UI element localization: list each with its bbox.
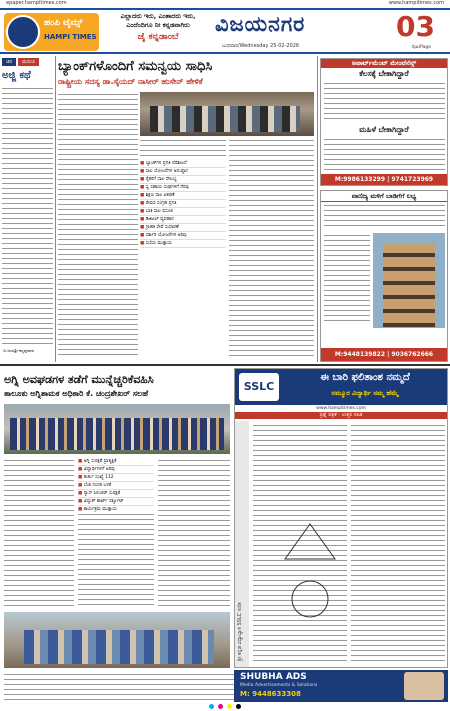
list-item: ■ ಕಾರ್ಯಕ್ರಮ ಮುಕ್ತಾಯ bbox=[78, 506, 154, 514]
color-dot bbox=[236, 704, 241, 709]
list-item: ■ ಶಿಕ್ಷಣ ಸಾಲ ವಿತರಣೆ bbox=[140, 192, 226, 200]
rent-ad bbox=[320, 190, 448, 362]
fire-safety-photo bbox=[4, 404, 230, 454]
masthead bbox=[0, 8, 450, 54]
story2-subheadline: ತಾಲೂಕು ಅಗ್ನಿಶಾಮಕ ಅಧಿಕಾರಿ ಕೆ. ಚಂದ್ರಶೇಖರ್ ಸಲಹೆ bbox=[4, 389, 149, 398]
bottom-ad-sub: Media Advertisements & Solutions bbox=[240, 683, 318, 688]
top-bar bbox=[0, 0, 450, 7]
circle-diagram bbox=[292, 581, 328, 617]
photo-demo-scene bbox=[24, 630, 214, 664]
list-item: ■ ಠೇವಣಿ ಸಂಗ್ರಹ ಪ್ರಗತಿ bbox=[140, 200, 226, 208]
city-name: ವಿಜಯನಗರ bbox=[215, 12, 306, 36]
fire-demo-photo bbox=[4, 612, 230, 668]
job-ad-heading-2: ಕೆಲಸಕ್ಕೆ ಬೇಕಾಗಿದ್ದಾರೆ bbox=[359, 69, 409, 78]
left-column bbox=[2, 58, 53, 360]
job-ad-phone[interactable]: M:9986133299 | 9741723969 bbox=[321, 174, 447, 185]
list-item: ■ ರೈತರಿಗೆ ಸಾಲ ಸೌಲಭ್ಯ bbox=[140, 176, 226, 184]
sslc-subtitle: ನಮ್ಮೂರ ವಿದ್ಯಾರ್ಥಿ ನಮ್ಮ ಹೆಮ್ಮೆ bbox=[331, 389, 399, 397]
meeting-photo bbox=[140, 92, 314, 136]
main-subheadline: ರಾಷ್ಟ್ರೀಯ ಸದಸ್ಯ ಡಾ.ಸೈಯದ್ ನಾಸೀರ್ ಹುಸೇನ್ ಹೇಳಿಕೆ bbox=[58, 77, 203, 86]
rent-ad-title: ವಾಣಿಜ್ಯ ಮಳಿಗೆ ಬಾಡಿಗೆಗೆ ಲಭ್ಯ bbox=[321, 191, 447, 202]
sslc-badge: SSLC bbox=[239, 373, 279, 401]
color-dot bbox=[209, 704, 214, 709]
story2-col2-text bbox=[78, 512, 154, 608]
building-icon bbox=[383, 243, 435, 328]
logo bbox=[4, 13, 99, 51]
job-ad-text-2 bbox=[324, 137, 445, 171]
sslc-panel bbox=[234, 368, 448, 668]
bottom-ad-name: SHUBHA ADS bbox=[240, 672, 307, 682]
job-ad-subheading: ಮಹಿಳೆ ಬೇಕಾಗಿದ್ದಾರೆ bbox=[359, 125, 409, 134]
tagline-line3: ಜೈ ಕನ್ನಡಾಂಬೆ bbox=[137, 32, 179, 42]
logo-title-en: HAMPI TIMES bbox=[44, 33, 97, 41]
bottom-ad bbox=[234, 670, 448, 702]
photo-people-group bbox=[150, 106, 300, 132]
list-item: ■ ಅಗ್ನಿ ಸುರಕ್ಷತೆ ಪ್ರಾತ್ಯಕ್ಷಿಕೆ bbox=[78, 458, 154, 466]
registration-marks bbox=[0, 704, 450, 711]
list-item: ■ ಬೆಂಕಿ ನಂದಕ ಬಳಕೆ bbox=[78, 482, 154, 490]
list-item: ■ ಡಿಜಿಟಲ್ ವ್ಯವಹಾರ bbox=[140, 216, 226, 224]
sslc-title: ಈ ಬಾರಿ ಫಲಿತಾಂಶ ನಮ್ಮದೆ bbox=[320, 372, 410, 383]
bottom-ad-photo bbox=[404, 672, 444, 700]
job-ad-heading-1: ಅಪಾರ್ಟ್‌ಮೆಂಟ್ ಮೇಂಟೆನೆನ್ಸ್ bbox=[321, 59, 447, 68]
left-body-text bbox=[2, 86, 53, 344]
rent-ad-phone[interactable]: M:9448139822 | 9036762666 bbox=[321, 348, 447, 361]
list-item: ■ ಸ್ವ ಸಹಾಯ ಸಂಘಗಳಿಗೆ ನೆರವು bbox=[140, 184, 226, 192]
sslc-side-band bbox=[235, 421, 249, 667]
story2-col1-text bbox=[4, 458, 74, 608]
color-dot bbox=[227, 704, 232, 709]
bottom-ad-phone[interactable]: M: 9448633308 bbox=[240, 690, 301, 698]
story2-headline: ಅಗ್ನಿ ಅವಘಡಗಳ ತಡೆಗೆ ಮುನ್ನೆಚ್ಚರಿಕೆವಹಿಸಿ bbox=[4, 373, 154, 386]
main-bullet-list bbox=[140, 160, 226, 248]
main-col3-text bbox=[229, 138, 314, 358]
logo-title: ಹಂಪಿ ಟೈಮ್ಸ್ bbox=[44, 18, 83, 28]
building-photo bbox=[373, 233, 445, 328]
left-tab-2: ಮನುಚ bbox=[18, 58, 39, 66]
list-item: ■ ಬಾಕಿ ಸಾಲ ವಸೂಲಿ bbox=[140, 208, 226, 216]
left-title: ಅಜ್ಜಿ ಕಥೆ bbox=[2, 70, 31, 81]
tagline bbox=[104, 12, 212, 44]
photo-students-group bbox=[10, 418, 224, 450]
list-item: ■ ವಿದ್ಯಾರ್ಥಿಗಳಿಗೆ ಅರಿವು bbox=[78, 466, 154, 474]
sslc-diagrams bbox=[275, 519, 345, 629]
list-item: ■ ಸಭೆಯ ಮುಕ್ತಾಯ bbox=[140, 240, 226, 248]
tagline-line1: ಎಲ್ಲಾದರು ಇರು, ಎಂತಾದರು ಇರು, bbox=[120, 12, 196, 20]
main-col2-text-top bbox=[140, 138, 226, 158]
top-left-url[interactable]: epaper.hampitimes.com bbox=[6, 0, 67, 6]
list-item: ■ ಗ್ರಾಹಕ ಸೇವೆ ಸುಧಾರಣೆ bbox=[140, 224, 226, 232]
story2-col3-text bbox=[158, 458, 230, 608]
sslc-header bbox=[235, 369, 447, 405]
logo-emblem-icon bbox=[6, 15, 40, 49]
list-item: ■ ಸಾಲ ಯೋಜನೆಗಳ ಅನುಷ್ಠಾನ bbox=[140, 168, 226, 176]
tagline-line2: ಎಂದೆಂದಿಗೂ ನೀ ಕನ್ನಡವಾಗಿರು bbox=[126, 21, 190, 29]
list-item: ■ ತುರ್ತು ಸಂಖ್ಯೆ 112 bbox=[78, 474, 154, 482]
main-col1-text bbox=[58, 92, 138, 358]
triangle-diagram bbox=[285, 524, 335, 559]
list-item: ■ ಗ್ಯಾಸ್ ಸಿಲಿಂಡರ್ ಸುರಕ್ಷತೆ bbox=[78, 490, 154, 498]
sslc-strip: ಪ್ರಶ್ನೆ ಪತ್ರಿಕೆ - ಉತ್ತರ ಸಹಿತ bbox=[235, 412, 447, 419]
rent-ad-text bbox=[324, 203, 445, 229]
color-dot bbox=[218, 704, 223, 709]
main-headline: ಬ್ಯಾಂಕ್‌ಗಳೊಂದಿಗೆ ಸಮನ್ವಯ ಸಾಧಿಸಿ bbox=[58, 59, 213, 74]
sslc-website[interactable]: www.hampitimes.com bbox=[316, 406, 366, 411]
job-ad-text bbox=[324, 81, 445, 123]
edition-date: ಬುಧವಾರ/Wednesday 25-02-2026 bbox=[222, 43, 300, 49]
left-tab-1: ಚಿನ bbox=[2, 58, 16, 66]
list-item: ■ ಬ್ಯಾಂಕ್‌ಗಳ ಪ್ರಗತಿ ಪರಿಶೀಲನೆ bbox=[140, 160, 226, 168]
top-right-url[interactable]: www.hampitimes.com bbox=[388, 0, 444, 6]
list-item: ■ ಸರ್ಕಾರಿ ಯೋಜನೆಗಳ ಅರಿವು bbox=[140, 232, 226, 240]
story2-bullet-list bbox=[78, 458, 154, 514]
list-item: ■ ವಿದ್ಯುತ್ ಶಾರ್ಟ್ ಸರ್ಕ್ಯೂಟ್ bbox=[78, 498, 154, 506]
page-number: 03 bbox=[396, 10, 435, 43]
left-footer: -ಬಿ.ಜಯಶ್ರೀ ಕಲ್ಲಪ್ಪನವರ bbox=[2, 348, 34, 353]
sslc-questions-right bbox=[351, 423, 445, 663]
sslc-side-text: ಶ್ರೀ ಕನ್ನಡ ವಿದ್ಯಾಭ್ಯಾಸ SSLC ಗಣಿತ bbox=[237, 602, 243, 661]
page-label: ಪುಟ/Page bbox=[412, 45, 432, 50]
job-ad bbox=[320, 58, 448, 186]
rent-ad-text-2 bbox=[324, 233, 370, 323]
